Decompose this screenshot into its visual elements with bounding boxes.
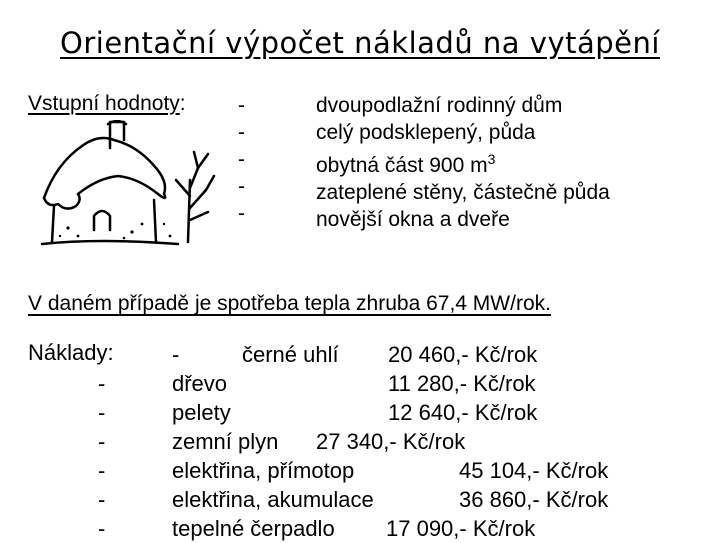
- input-item-text: obytná část 900 m: [316, 154, 488, 177]
- cost-fuel: zemní plyn: [172, 429, 279, 454]
- inputs-bullets: [238, 92, 245, 227]
- cost-price: 12 640,- Kč/rok: [388, 400, 538, 425]
- inputs-list: [316, 92, 610, 233]
- costs-bullet: -: [98, 487, 106, 512]
- cost-price: 17 090,- Kč/rok: [386, 516, 536, 541]
- cost-first-dash: -: [172, 342, 180, 367]
- inputs-bullet: -: [238, 202, 245, 225]
- cost-price: 20 460,- Kč/rok: [388, 342, 538, 367]
- costs-bullet: -: [98, 429, 106, 454]
- cost-fuel: dřevo: [172, 371, 228, 396]
- consumption-summary: V daném případě je spotřeba tepla zhruba 67,4 MW/rok.: [28, 292, 551, 315]
- cost-fuel: elektřina, akumulace: [172, 487, 374, 512]
- cost-price: 36 860,- Kč/rok: [459, 487, 609, 512]
- inputs-heading: [28, 92, 186, 116]
- cost-fuel: pelety: [172, 400, 231, 425]
- inputs-heading-colon: :: [179, 92, 186, 115]
- costs-bullet: -: [98, 400, 106, 425]
- inputs-bullet: -: [238, 148, 245, 171]
- inputs-heading-text: Vstupní hodnoty: [28, 92, 180, 115]
- cost-price: 27 340,- Kč/rok: [316, 429, 466, 454]
- cost-price: 45 104,- Kč/rok: [459, 458, 609, 483]
- snowy-house-clipart: [38, 120, 218, 250]
- cost-price: 11 280,- Kč/rok: [388, 371, 536, 396]
- cost-fuel: elektřina, přímotop: [172, 458, 355, 483]
- page-title: Orientační výpočet nákladů na vytápění: [60, 26, 660, 60]
- input-item: novější okna a dveře: [316, 208, 510, 231]
- inputs-bullet: -: [238, 121, 245, 144]
- input-item-living-area: [316, 146, 610, 179]
- cost-fuel: tepelné čerpadlo: [172, 516, 335, 541]
- input-item: dvoupodlažní rodinný dům: [316, 94, 563, 117]
- input-item: celý podsklepený, půda: [316, 121, 536, 144]
- costs-bullet: -: [98, 458, 106, 483]
- inputs-bullet: -: [238, 175, 245, 198]
- input-item: zateplené stěny, částečně půda: [316, 181, 610, 204]
- costs-heading: Náklady:: [28, 340, 114, 365]
- inputs-bullet: -: [238, 94, 245, 117]
- costs-bullet: -: [98, 371, 106, 396]
- costs-bullet: -: [98, 516, 106, 541]
- costs-bullets: [98, 340, 105, 543]
- unit-superscript: 3: [487, 151, 496, 167]
- cost-fuel: černé uhlí: [242, 342, 339, 367]
